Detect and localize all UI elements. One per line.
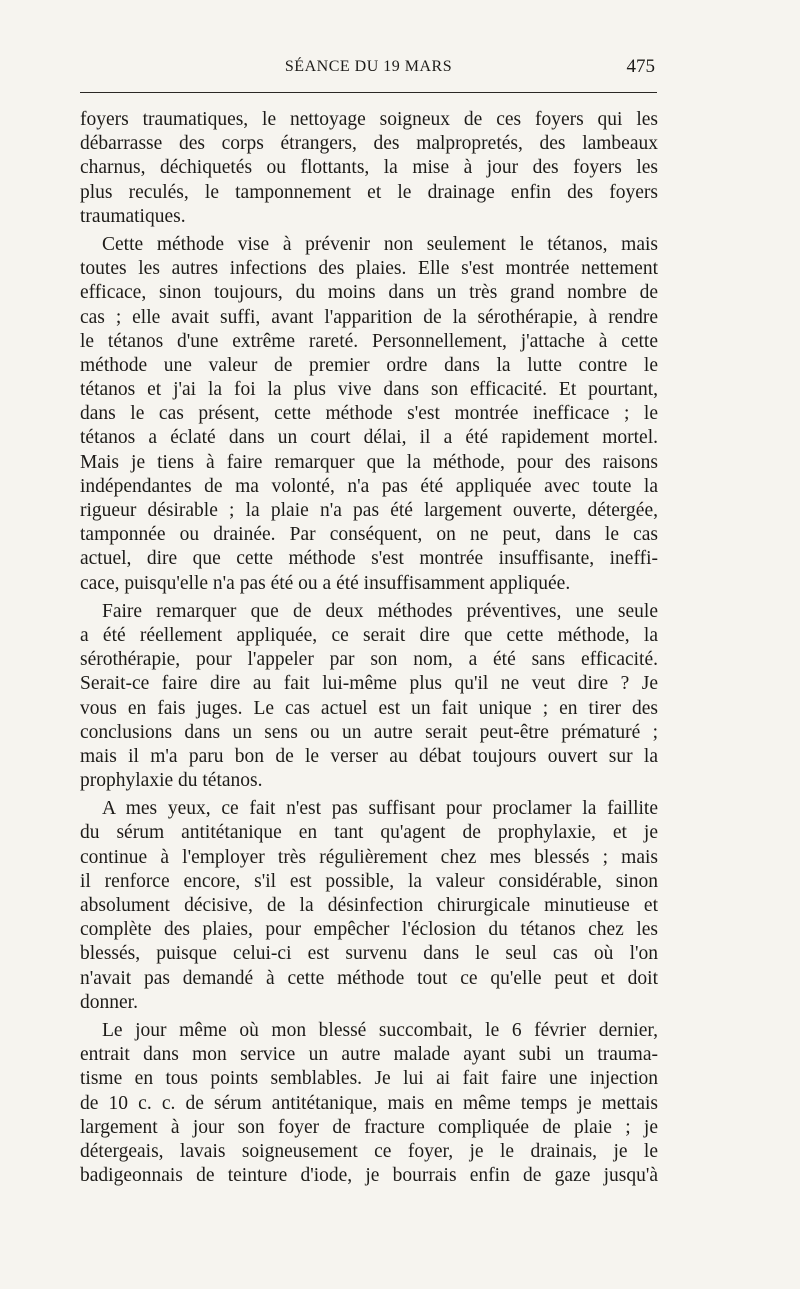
text-line: conclusions dans un sens ou un autre serait peut-être prématuré ;: [80, 721, 658, 743]
text-line: Faire remarquer que de deux méthodes préventives, une seule: [102, 600, 658, 622]
text-line: efficace, sinon toujours, du moins dans un très grand nombre de: [80, 282, 658, 304]
body-text: [80, 108, 658, 1188]
page-number: 475: [626, 56, 655, 77]
text-line: actuel, dire que cette méthode s'est montrée insuffisante, ineffi-: [80, 548, 658, 570]
text-line: tamponnée ou drainée. Par conséquent, on ne peut, dans le cas: [80, 524, 658, 546]
text-line: continue à l'employer très régulièrement chez mes blessés ; mais: [80, 846, 658, 868]
text-line: largement à jour son foyer de fracture compliquée de plaie ; je: [80, 1116, 658, 1138]
text-line: tisme en tous points semblables. Je lui ai fait faire une injection: [80, 1068, 658, 1090]
text-line: badigeonnais de teinture d'iode, je bourrais enfin de gaze jusqu'à: [80, 1165, 658, 1187]
text-line: méthode une valeur de premier ordre dans la lutte contre le: [80, 354, 658, 376]
text-line: Le jour même où mon blessé succombait, le 6 février dernier,: [102, 1019, 658, 1041]
paragraph: [80, 600, 658, 794]
text-line: donner.: [80, 991, 138, 1013]
text-line: A mes yeux, ce fait n'est pas suffisant pour proclamer la faillite: [102, 798, 658, 820]
header-rule: [80, 92, 657, 93]
text-line: mais il m'a paru bon de le verser au débat toujours ouvert sur la: [80, 745, 658, 767]
text-line: traumatiques.: [80, 205, 186, 227]
text-line: Serait-ce faire dire au fait lui-même plus qu'il ne veut dire ? Je: [80, 673, 658, 695]
text-line: n'avait pas demandé à cette méthode tout ce qu'elle peut et doit: [80, 967, 658, 989]
text-line: toutes les autres infections des plaies. Elle s'est montrée nettement: [80, 258, 658, 280]
text-line: dans le cas présent, cette méthode s'est montrée inefficace ; le: [80, 403, 658, 425]
running-title: SÉANCE DU 19 MARS: [284, 58, 453, 75]
paragraph: [80, 108, 658, 229]
text-line: indépendantes de ma volonté, n'a pas été appliquée avec toute la: [80, 475, 658, 497]
text-line: rigueur désirable ; la plaie n'a pas été largement ouverte, détergée,: [80, 500, 658, 521]
text-line: foyers traumatiques, le nettoyage soigneux de ces foyers qui les: [80, 109, 658, 130]
text-line: Cette méthode vise à prévenir non seulement le tétanos, mais: [102, 233, 658, 255]
text-line: il renforce encore, s'il est possible, la valeur considérable, sinon: [80, 870, 658, 892]
text-line: blessés, puisque celui-ci est survenu dans le seul cas où l'on: [80, 943, 658, 965]
paragraph: [80, 233, 658, 596]
text-line: Mais je tiens à faire remarquer que la méthode, pour des raisons: [80, 451, 658, 473]
page-header: [80, 56, 657, 82]
paragraph: [80, 1019, 658, 1188]
text-line: entrait dans mon service un autre malade ayant subi un trauma-: [80, 1044, 658, 1066]
text-line: du sérum antitétanique en tant qu'agent de prophylaxie, et je: [80, 822, 658, 844]
text-line: détergeais, lavais soigneusement ce foyer, je le drainais, je le: [80, 1140, 658, 1162]
text-line: cas ; elle avait suffi, avant l'apparition de la sérothérapie, à rendre: [80, 306, 658, 328]
text-line: absolument décisive, de la désinfection chirurgicale minutieuse et: [80, 895, 658, 916]
text-line: sérothérapie, pour l'appeler par son nom, a été sans efficacité.: [80, 649, 658, 671]
text-line: a été réellement appliquée, ce serait dire que cette méthode, la: [80, 624, 658, 646]
text-line: le tétanos d'une extrême rareté. Personnellement, j'attache à cette: [80, 330, 658, 352]
text-line: vous en fais juges. Le cas actuel est un fait unique ; en tirer des: [80, 697, 658, 719]
text-line: débarrasse des corps étrangers, des malpropretés, des lambeaux: [80, 133, 658, 155]
text-line: plus reculés, le tamponnement et le drainage enfin des foyers: [80, 181, 658, 203]
text-line: prophylaxie du tétanos.: [80, 770, 263, 792]
text-line: complète des plaies, pour empêcher l'éclosion du tétanos chez les: [80, 919, 658, 941]
text-line: tétanos a éclaté dans un court délai, il a été rapidement mortel.: [80, 427, 658, 449]
text-line: tétanos et j'ai la foi la plus vive dans son efficacité. Et pourtant,: [80, 379, 658, 401]
text-line: charnus, déchiquetés ou flottants, la mise à jour des foyers les: [80, 157, 658, 179]
text-line: de 10 c. c. de sérum antitétanique, mais en même temps je mettais: [80, 1092, 658, 1114]
text-line: cace, puisqu'elle n'a pas été ou a été insuffisamment appliquée.: [80, 572, 571, 594]
paragraph: [80, 797, 658, 1015]
